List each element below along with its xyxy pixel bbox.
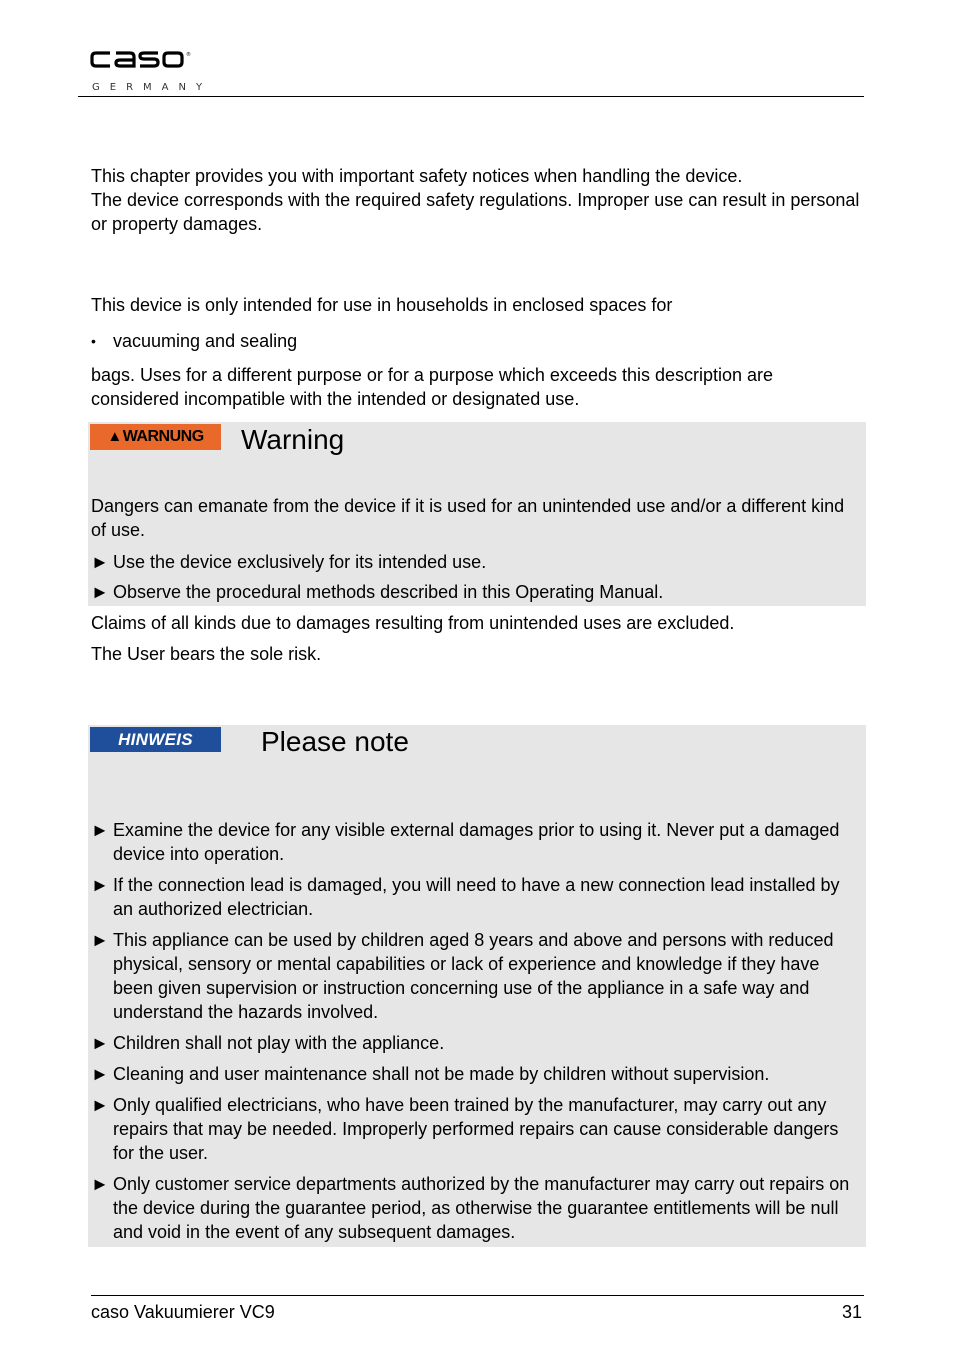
arrow-icon: ► [91, 552, 109, 572]
arrow-icon: ► [91, 820, 109, 840]
note-item-text: Examine the device for any visible external damages prior to using it. Never put a damaged device into operation. [113, 820, 840, 864]
note-title: Please note [261, 726, 409, 757]
intended-use-after: bags. Uses for a different purpose or for a purpose which exceeds this description are considered incompatible with the intended or designated use. [91, 365, 774, 409]
caso-logo-mark [78, 32, 206, 82]
arrow-icon: ► [91, 1064, 109, 1084]
warning-triangle-icon: ▲ [107, 428, 122, 445]
warning-text: Dangers can emanate from the device if it is used for an unintended use and/or a different kind of use. [91, 496, 845, 540]
warning-item-text: Use the device exclusively for its intended use. [113, 552, 487, 572]
claims-line-1: Claims of all kinds due to damages resulting from unintended uses are excluded. [91, 613, 735, 633]
note-item-text: Cleaning and user maintenance shall not be made by children without supervision. [113, 1064, 770, 1084]
note-item [91, 1093, 861, 1165]
note-item [91, 873, 861, 921]
note-item [91, 1031, 861, 1055]
warning-item [91, 580, 861, 604]
intro-line-2: The device corresponds with the required safety regulations. Improper use can result in personal or property damages. [91, 190, 860, 234]
arrow-icon: ► [91, 930, 109, 950]
logo-subtitle: GERMANY [92, 82, 213, 93]
note-item-text: Only qualified electricians, who have been trained by the manufacturer, may carry out any repairs that may be needed. Improperly performed repairs can cause considerable dangers for the user. [113, 1095, 839, 1163]
footer-title: caso Vakuumierer VC9 [91, 1302, 275, 1322]
warning-title: Warning [241, 424, 345, 455]
arrow-icon: ► [91, 1174, 109, 1194]
warning-item [91, 550, 861, 574]
bullet-dot: • [91, 333, 96, 349]
note-item-text: Only customer service departments authorized by the manufacturer may carry out repairs on the device during the guarantee period, as otherwise the guarantee entitlements will be null and void in the event of any subsequent damages. [113, 1174, 850, 1242]
note-item-text: Children shall not play with the appliance. [113, 1033, 445, 1053]
claims-line-2: The User bears the sole risk. [91, 644, 322, 664]
note-item [91, 818, 861, 866]
note-badge: HINWEIS [90, 727, 221, 752]
note-item [91, 1172, 861, 1244]
arrow-icon: ► [91, 582, 109, 602]
arrow-icon: ► [91, 875, 109, 895]
warning-item-text: Observe the procedural methods described in this Operating Manual. [113, 582, 664, 602]
note-item-text: If the connection lead is damaged, you will need to have a new connection lead installed by an authorized electrician. [113, 875, 840, 919]
arrow-icon: ► [91, 1095, 109, 1115]
arrow-icon: ► [91, 1033, 109, 1053]
intended-use-bullet: vacuuming and sealing [113, 331, 298, 351]
note-item [91, 1062, 861, 1086]
footer-divider [91, 1295, 864, 1296]
header-divider [78, 96, 864, 97]
warning-badge-label: WARNUNG [122, 428, 204, 445]
intended-use-intro: This device is only intended for use in households in enclosed spaces for [91, 295, 673, 315]
intro-text [91, 164, 866, 236]
page-number: 31 [841, 1302, 862, 1322]
warning-badge [90, 424, 221, 450]
note-item [91, 928, 861, 1024]
note-item-text: This appliance can be used by children aged 8 years and above and persons with reduced physical, sensory or mental capabilities or lack of experience and knowledge if they have been given supervision or instruction concerning use of the appliance in a safe way and understand the hazards involved. [113, 930, 834, 1022]
intro-line-1: This chapter provides you with important safety notices when handling the device. [91, 166, 743, 186]
svg-text:®: ® [186, 52, 191, 58]
